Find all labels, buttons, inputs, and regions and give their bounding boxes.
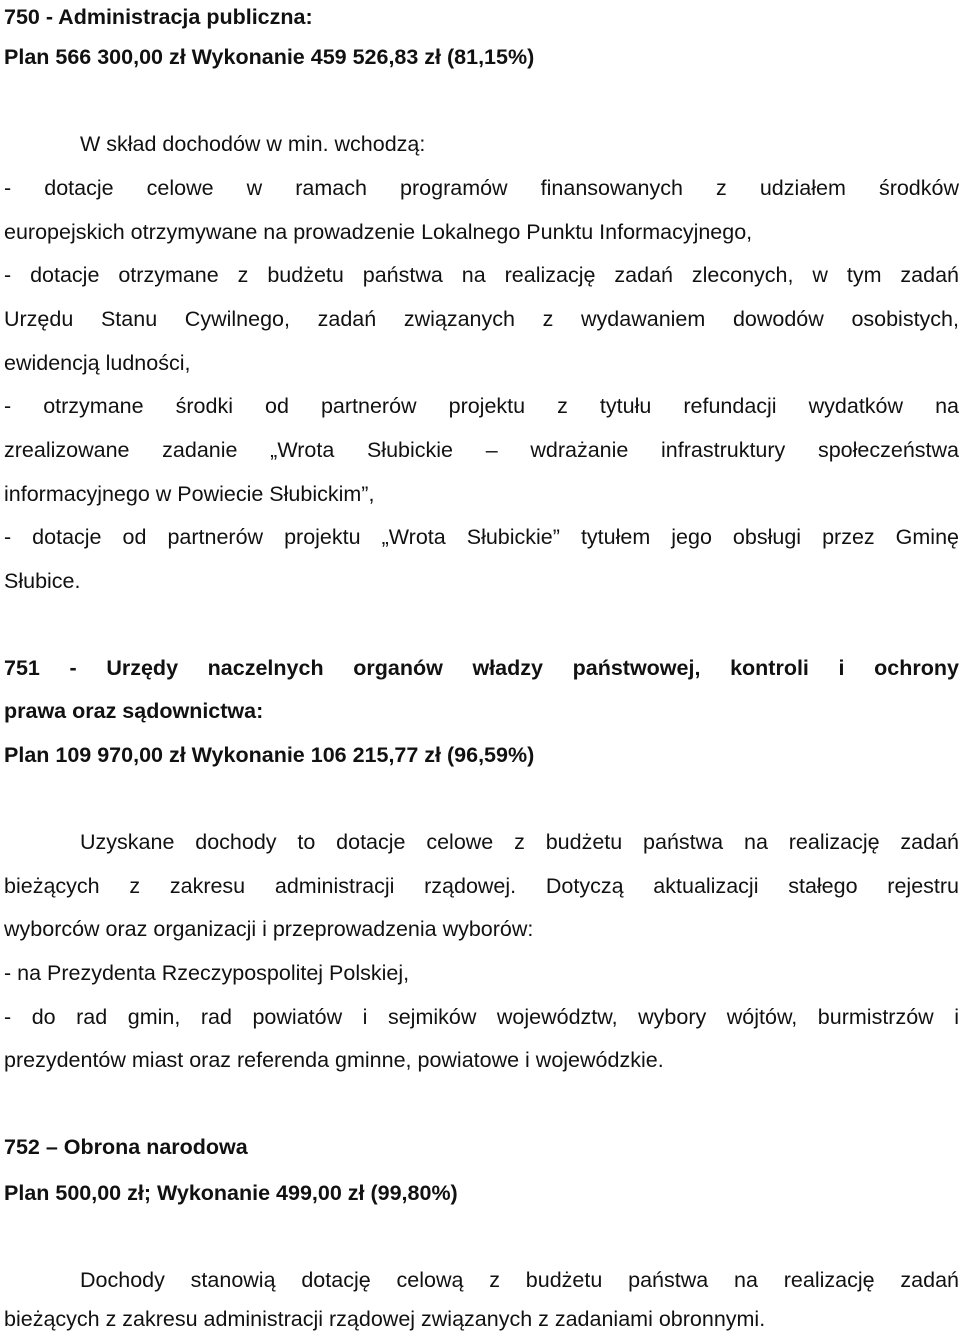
section-751-heading: 751 - Urzędy naczelnych organów władzy państwowej, kontroli i ochrony (4, 656, 959, 680)
section-750-line: - dotacje od partnerów projektu „Wrota Słubickie” tytułem jego obsługi przez Gminę (4, 525, 959, 549)
section-750-line: zrealizowane zadanie „Wrota Słubickie – wdrażanie infrastruktury społeczeństwa (4, 438, 959, 462)
section-750-line: - dotacje otrzymane z budżetu państwa na realizację zadań zleconych, w tym zadań (4, 263, 959, 287)
section-750-line: - dotacje celowe w ramach programów finansowanych z udziałem środków (4, 176, 959, 200)
section-751-line: - na Prezydenta Rzeczypospolitej Polskiej, (4, 961, 410, 985)
section-751-plan: Plan 109 970,00 zł Wykonanie 106 215,77 zł (96,59%) (4, 743, 535, 767)
section-750-line: informacyjnego w Powiecie Słubickim”, (4, 482, 375, 506)
section-751-line: prezydentów miast oraz referenda gminne, powiatowe i wojewódzkie. (4, 1048, 664, 1072)
section-752-plan: Plan 500,00 zł; Wykonanie 499,00 zł (99,80%) (4, 1181, 458, 1205)
section-750-line: Urzędu Stanu Cywilnego, zadań związanych z wydawaniem dowodów osobistych, (4, 307, 959, 331)
section-751-line: bieżących z zakresu administracji rządowej. Dotyczą aktualizacji stałego rejestru (4, 874, 959, 898)
section-752-intro: Dochody stanowią dotację celową z budżetu państwa na realizację zadań (80, 1268, 959, 1292)
section-750-line: Słubice. (4, 569, 81, 593)
section-751-line: wyborców oraz organizacji i przeprowadzenia wyborów: (4, 917, 534, 941)
section-750-line: ewidencją ludności, (4, 351, 191, 375)
section-750-line: - otrzymane środki od partnerów projektu z tytułu refundacji wydatków na (4, 394, 959, 418)
section-750-intro: W skład dochodów w min. wchodzą: (80, 132, 426, 156)
section-750-heading: 750 - Administracja publiczna: (4, 5, 313, 29)
section-751-line: - do rad gmin, rad powiatów i sejmików województw, wybory wójtów, burmistrzów i (4, 1005, 959, 1029)
section-750-line: europejskich otrzymywane na prowadzenie Lokalnego Punktu Informacyjnego, (4, 220, 753, 244)
section-751-heading-cont: prawa oraz sądownictwa: (4, 699, 264, 723)
section-752-line: bieżących z zakresu administracji rządowej związanych z zadaniami obronnymi. (4, 1307, 766, 1331)
section-750-plan: Plan 566 300,00 zł Wykonanie 459 526,83 zł (81,15%) (4, 45, 535, 69)
section-752-heading: 752 – Obrona narodowa (4, 1135, 248, 1159)
section-751-intro: Uzyskane dochody to dotacje celowe z budżetu państwa na realizację zadań (80, 830, 959, 854)
